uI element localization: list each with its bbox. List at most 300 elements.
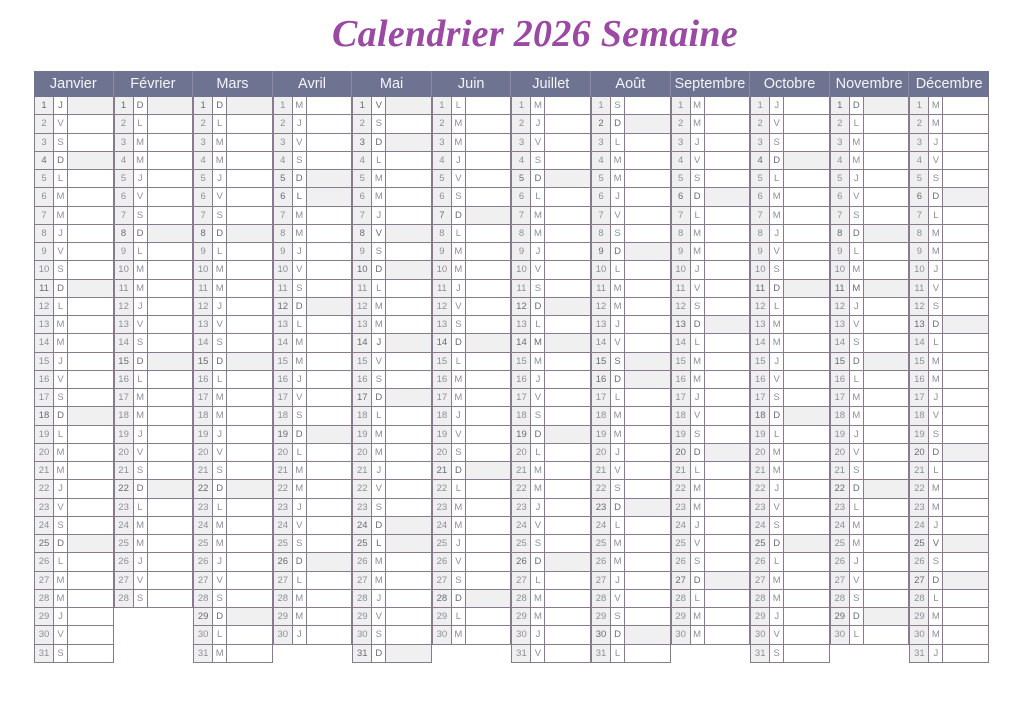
weekday-letter: L xyxy=(850,243,864,260)
day-row xyxy=(672,334,751,352)
note-cell xyxy=(705,444,750,461)
day-number: 3 xyxy=(592,134,611,151)
note-cell xyxy=(784,626,829,643)
weekday-letter: L xyxy=(531,444,545,461)
day-row xyxy=(831,280,910,298)
note-cell xyxy=(545,572,590,589)
note-cell xyxy=(864,371,909,388)
note-cell xyxy=(705,280,750,297)
day-number: 19 xyxy=(910,426,929,443)
month-header: Janvier xyxy=(34,71,114,97)
note-cell xyxy=(68,608,113,625)
note-cell xyxy=(386,225,431,242)
day-number: 15 xyxy=(831,353,850,370)
month-column-5 xyxy=(432,71,512,663)
day-number: 18 xyxy=(672,407,691,424)
day-number: 30 xyxy=(353,626,372,643)
day-list xyxy=(34,97,114,663)
day-number: 1 xyxy=(831,97,850,114)
note-cell xyxy=(545,316,590,333)
day-number: 14 xyxy=(115,334,134,351)
day-number: 29 xyxy=(672,608,691,625)
day-row xyxy=(353,316,432,334)
note-cell xyxy=(784,225,829,242)
day-row xyxy=(512,389,591,407)
day-row xyxy=(115,426,194,444)
day-number: 22 xyxy=(433,480,452,497)
day-row xyxy=(433,535,512,553)
note-cell xyxy=(68,280,113,297)
day-number: 26 xyxy=(751,553,770,570)
day-row xyxy=(910,371,989,389)
weekday-letter: M xyxy=(691,115,705,132)
day-number: 5 xyxy=(274,170,293,187)
day-number: 6 xyxy=(35,188,54,205)
day-list xyxy=(909,97,989,663)
day-number: 16 xyxy=(672,371,691,388)
note-cell xyxy=(943,499,988,516)
weekday-letter: M xyxy=(372,553,386,570)
weekday-letter: M xyxy=(850,407,864,424)
note-cell xyxy=(545,426,590,443)
note-cell xyxy=(864,426,909,443)
note-cell xyxy=(784,243,829,260)
day-row xyxy=(274,535,353,553)
day-number: 1 xyxy=(592,97,611,114)
day-row xyxy=(115,572,194,590)
weekday-letter: J xyxy=(213,298,227,315)
note-cell xyxy=(466,261,511,278)
day-number: 4 xyxy=(433,152,452,169)
day-number: 18 xyxy=(512,407,531,424)
weekday-letter: D xyxy=(531,298,545,315)
weekday-letter: M xyxy=(611,298,625,315)
day-row xyxy=(751,535,830,553)
day-number: 30 xyxy=(672,626,691,643)
day-row xyxy=(115,517,194,535)
note-cell xyxy=(625,371,670,388)
day-number: 26 xyxy=(194,553,213,570)
weekday-letter: M xyxy=(372,444,386,461)
day-row xyxy=(433,170,512,188)
note-cell xyxy=(148,371,193,388)
day-row xyxy=(353,553,432,571)
day-number: 17 xyxy=(433,389,452,406)
day-number: 22 xyxy=(35,480,54,497)
weekday-letter: V xyxy=(850,188,864,205)
day-number: 20 xyxy=(274,444,293,461)
day-list xyxy=(511,97,591,663)
day-row xyxy=(433,225,512,243)
note-cell xyxy=(386,499,431,516)
day-row xyxy=(512,334,591,352)
note-cell xyxy=(625,590,670,607)
day-row xyxy=(274,97,353,115)
day-row xyxy=(672,371,751,389)
day-number: 7 xyxy=(353,207,372,224)
day-number: 29 xyxy=(353,608,372,625)
weekday-letter: L xyxy=(929,590,943,607)
weekday-letter: V xyxy=(293,261,307,278)
day-number: 8 xyxy=(353,225,372,242)
day-row xyxy=(910,553,989,571)
note-cell xyxy=(307,499,352,516)
weekday-letter: L xyxy=(293,188,307,205)
day-row xyxy=(512,207,591,225)
note-cell xyxy=(466,97,511,114)
day-row xyxy=(592,134,671,152)
weekday-letter: S xyxy=(611,480,625,497)
weekday-letter: S xyxy=(531,280,545,297)
weekday-letter: M xyxy=(213,134,227,151)
weekday-letter: M xyxy=(293,207,307,224)
day-row xyxy=(672,261,751,279)
day-row xyxy=(35,553,114,571)
day-number: 16 xyxy=(910,371,929,388)
day-list xyxy=(671,97,751,645)
note-cell xyxy=(466,389,511,406)
day-row xyxy=(115,261,194,279)
note-cell xyxy=(148,225,193,242)
day-number: 6 xyxy=(831,188,850,205)
weekday-letter: D xyxy=(213,97,227,114)
note-cell xyxy=(545,225,590,242)
weekday-letter: J xyxy=(850,553,864,570)
day-row xyxy=(353,188,432,206)
weekday-letter: S xyxy=(929,298,943,315)
note-cell xyxy=(386,115,431,132)
day-number: 9 xyxy=(751,243,770,260)
day-row xyxy=(274,298,353,316)
weekday-letter: S xyxy=(691,553,705,570)
weekday-letter: M xyxy=(452,389,466,406)
day-number: 10 xyxy=(274,261,293,278)
day-list xyxy=(273,97,353,645)
day-number: 16 xyxy=(512,371,531,388)
weekday-letter: J xyxy=(54,480,68,497)
day-number: 26 xyxy=(512,553,531,570)
day-row xyxy=(274,462,353,480)
day-row xyxy=(910,462,989,480)
note-cell xyxy=(386,407,431,424)
note-cell xyxy=(386,517,431,534)
note-cell xyxy=(784,152,829,169)
note-cell xyxy=(545,553,590,570)
day-row xyxy=(672,462,751,480)
note-cell xyxy=(227,316,272,333)
day-number: 28 xyxy=(274,590,293,607)
note-cell xyxy=(307,407,352,424)
day-number: 21 xyxy=(831,462,850,479)
weekday-letter: M xyxy=(213,261,227,278)
note-cell xyxy=(705,115,750,132)
weekday-letter: M xyxy=(213,152,227,169)
day-row xyxy=(353,115,432,133)
day-number: 16 xyxy=(115,371,134,388)
day-row xyxy=(751,626,830,644)
note-cell xyxy=(307,371,352,388)
day-row xyxy=(274,444,353,462)
day-row xyxy=(512,353,591,371)
day-row xyxy=(910,407,989,425)
day-list xyxy=(114,97,194,608)
weekday-letter: S xyxy=(691,170,705,187)
day-row xyxy=(672,225,751,243)
weekday-letter: J xyxy=(54,97,68,114)
weekday-letter: V xyxy=(54,499,68,516)
weekday-letter: M xyxy=(293,462,307,479)
weekday-letter: D xyxy=(372,134,386,151)
weekday-letter: M xyxy=(850,261,864,278)
weekday-letter: J xyxy=(293,115,307,132)
day-number: 7 xyxy=(751,207,770,224)
day-row xyxy=(274,572,353,590)
note-cell xyxy=(545,115,590,132)
day-number: 28 xyxy=(353,590,372,607)
day-number: 4 xyxy=(274,152,293,169)
day-number: 22 xyxy=(592,480,611,497)
weekday-letter: S xyxy=(134,207,148,224)
day-number: 25 xyxy=(433,535,452,552)
note-cell xyxy=(466,608,511,625)
day-row xyxy=(274,170,353,188)
note-cell xyxy=(705,462,750,479)
day-row xyxy=(672,499,751,517)
day-number: 5 xyxy=(672,170,691,187)
note-cell xyxy=(148,316,193,333)
day-row xyxy=(115,170,194,188)
weekday-letter: S xyxy=(611,353,625,370)
day-number: 19 xyxy=(433,426,452,443)
day-number: 8 xyxy=(910,225,929,242)
note-cell xyxy=(68,152,113,169)
day-number: 13 xyxy=(353,316,372,333)
note-cell xyxy=(68,590,113,607)
day-number: 1 xyxy=(751,97,770,114)
weekday-letter: L xyxy=(293,316,307,333)
month-column-7 xyxy=(591,71,671,663)
weekday-letter: S xyxy=(929,553,943,570)
day-row xyxy=(831,188,910,206)
weekday-letter: M xyxy=(691,626,705,643)
note-cell xyxy=(307,243,352,260)
day-row xyxy=(672,188,751,206)
day-number: 5 xyxy=(910,170,929,187)
weekday-letter: D xyxy=(213,608,227,625)
day-number: 20 xyxy=(831,444,850,461)
weekday-letter: S xyxy=(372,115,386,132)
note-cell xyxy=(545,170,590,187)
note-cell xyxy=(148,426,193,443)
note-cell xyxy=(784,97,829,114)
day-number: 20 xyxy=(592,444,611,461)
day-number: 2 xyxy=(910,115,929,132)
weekday-letter: S xyxy=(134,462,148,479)
weekday-letter: M xyxy=(929,499,943,516)
note-cell xyxy=(386,480,431,497)
note-cell xyxy=(148,97,193,114)
note-cell xyxy=(68,572,113,589)
day-row xyxy=(751,553,830,571)
day-number: 8 xyxy=(512,225,531,242)
day-number: 19 xyxy=(353,426,372,443)
weekday-letter: M xyxy=(531,207,545,224)
day-number: 29 xyxy=(831,608,850,625)
note-cell xyxy=(625,188,670,205)
weekday-letter: D xyxy=(611,243,625,260)
weekday-letter: S xyxy=(770,389,784,406)
day-row xyxy=(672,626,751,644)
weekday-letter: V xyxy=(372,97,386,114)
note-cell xyxy=(545,389,590,406)
note-cell xyxy=(864,608,909,625)
note-cell xyxy=(625,389,670,406)
note-cell xyxy=(307,261,352,278)
note-cell xyxy=(466,371,511,388)
note-cell xyxy=(227,535,272,552)
weekday-letter: J xyxy=(770,480,784,497)
weekday-letter: M xyxy=(691,480,705,497)
day-row xyxy=(353,535,432,553)
day-number: 17 xyxy=(353,389,372,406)
day-number: 19 xyxy=(751,426,770,443)
day-row xyxy=(512,626,591,644)
note-cell xyxy=(386,280,431,297)
note-cell xyxy=(625,225,670,242)
day-row xyxy=(910,590,989,608)
day-row xyxy=(433,626,512,644)
day-row xyxy=(592,407,671,425)
day-number: 13 xyxy=(831,316,850,333)
weekday-letter: L xyxy=(213,115,227,132)
weekday-letter: M xyxy=(293,97,307,114)
note-cell xyxy=(784,426,829,443)
day-number: 13 xyxy=(274,316,293,333)
note-cell xyxy=(386,462,431,479)
day-number: 6 xyxy=(353,188,372,205)
note-cell xyxy=(68,134,113,151)
day-number: 28 xyxy=(592,590,611,607)
note-cell xyxy=(307,389,352,406)
day-number: 27 xyxy=(274,572,293,589)
weekday-letter: V xyxy=(54,371,68,388)
day-number: 10 xyxy=(512,261,531,278)
day-number: 4 xyxy=(672,152,691,169)
day-row xyxy=(194,590,273,608)
note-cell xyxy=(227,97,272,114)
note-cell xyxy=(545,261,590,278)
note-cell xyxy=(148,499,193,516)
note-cell xyxy=(148,261,193,278)
day-row xyxy=(194,444,273,462)
day-row xyxy=(274,426,353,444)
day-row xyxy=(194,152,273,170)
day-row xyxy=(433,389,512,407)
weekday-letter: S xyxy=(770,134,784,151)
day-list xyxy=(352,97,432,663)
day-number: 1 xyxy=(274,97,293,114)
day-row xyxy=(115,462,194,480)
day-number: 19 xyxy=(831,426,850,443)
weekday-letter: D xyxy=(611,371,625,388)
day-row xyxy=(672,243,751,261)
note-cell xyxy=(705,590,750,607)
day-row xyxy=(512,444,591,462)
day-number: 8 xyxy=(751,225,770,242)
day-row xyxy=(433,152,512,170)
note-cell xyxy=(227,462,272,479)
day-number: 9 xyxy=(831,243,850,260)
day-row xyxy=(910,115,989,133)
day-number: 3 xyxy=(512,134,531,151)
day-number: 4 xyxy=(512,152,531,169)
day-row xyxy=(115,225,194,243)
day-number: 11 xyxy=(831,280,850,297)
weekday-letter: V xyxy=(611,590,625,607)
day-row xyxy=(433,608,512,626)
day-row xyxy=(831,298,910,316)
day-number: 15 xyxy=(115,353,134,370)
weekday-letter: M xyxy=(213,645,227,662)
day-row xyxy=(831,517,910,535)
weekday-letter: M xyxy=(611,152,625,169)
day-row xyxy=(274,115,353,133)
day-number: 30 xyxy=(910,626,929,643)
weekday-letter: M xyxy=(531,480,545,497)
day-number: 14 xyxy=(35,334,54,351)
day-list xyxy=(432,97,512,645)
note-cell xyxy=(148,517,193,534)
day-number: 7 xyxy=(512,207,531,224)
weekday-letter: M xyxy=(452,134,466,151)
note-cell xyxy=(864,407,909,424)
weekday-letter: J xyxy=(293,499,307,516)
day-number: 24 xyxy=(592,517,611,534)
weekday-letter: V xyxy=(452,170,466,187)
note-cell xyxy=(864,389,909,406)
day-row xyxy=(512,298,591,316)
weekday-letter: D xyxy=(531,426,545,443)
weekday-letter: V xyxy=(531,134,545,151)
month-column-9 xyxy=(750,71,830,663)
note-cell xyxy=(227,553,272,570)
note-cell xyxy=(227,152,272,169)
day-number: 21 xyxy=(433,462,452,479)
note-cell xyxy=(466,480,511,497)
note-cell xyxy=(307,188,352,205)
day-number: 14 xyxy=(592,334,611,351)
day-number: 10 xyxy=(592,261,611,278)
note-cell xyxy=(943,316,988,333)
weekday-letter: L xyxy=(691,207,705,224)
day-number: 10 xyxy=(433,261,452,278)
day-number: 21 xyxy=(751,462,770,479)
day-row xyxy=(433,480,512,498)
day-number: 18 xyxy=(35,407,54,424)
weekday-letter: M xyxy=(929,243,943,260)
day-row xyxy=(751,572,830,590)
day-row xyxy=(35,243,114,261)
note-cell xyxy=(68,261,113,278)
day-row xyxy=(592,444,671,462)
day-row xyxy=(751,334,830,352)
day-row xyxy=(910,188,989,206)
note-cell xyxy=(307,353,352,370)
weekday-letter: L xyxy=(691,462,705,479)
note-cell xyxy=(625,572,670,589)
weekday-letter: M xyxy=(134,280,148,297)
day-row xyxy=(433,353,512,371)
